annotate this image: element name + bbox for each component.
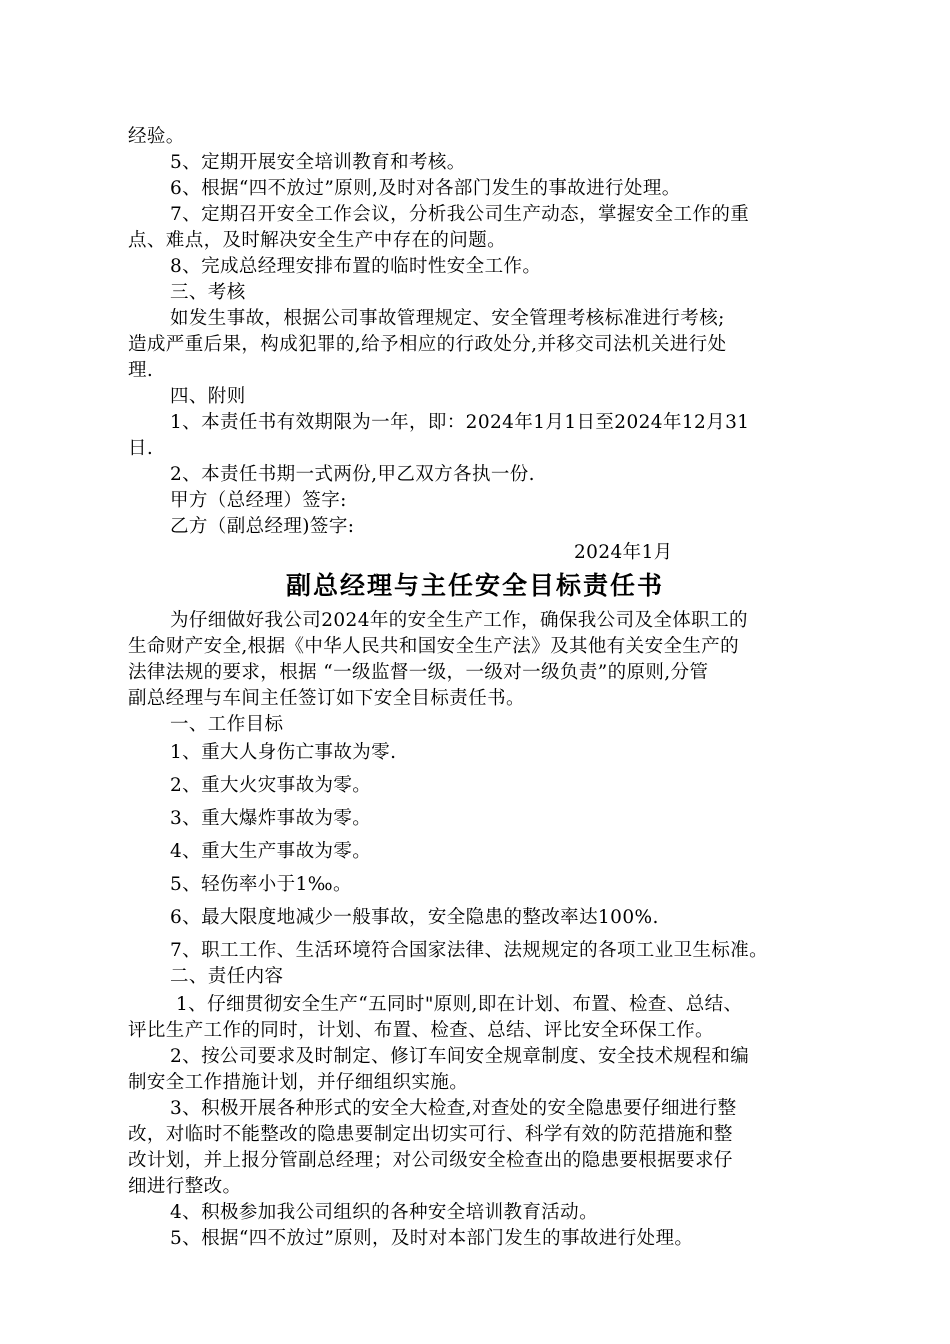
goal-item: 1、重大人身伤亡事故为零. [170, 742, 397, 763]
paragraph-line: 细进行整改。 [128, 1176, 242, 1197]
paragraph-line: 造成严重后果，构成犯罪的,给予相应的行政处分,并移交司法机关进行处 [128, 334, 727, 355]
signature-line-party-a: 甲方（总经理）签字: [170, 490, 347, 511]
paragraph-line: 日. [128, 438, 154, 459]
paragraph-line: 7、定期召开安全工作会议，分析我公司生产动态，掌握安全工作的重 [170, 204, 750, 225]
section-heading: 四、附则 [170, 386, 246, 407]
paragraph-line: 点、难点，及时解决安全生产中存在的问题。 [128, 230, 507, 251]
paragraph-line: 评比生产工作的同时，计划、布置、检查、总结、评比安全环保工作。 [128, 1020, 714, 1041]
section-heading: 三、考核 [170, 282, 246, 303]
paragraph-line: 4、积极参加我公司组织的各种安全培训教育活动。 [170, 1202, 598, 1223]
goal-item: 3、重大爆炸事故为零。 [170, 808, 372, 829]
section-heading: 一、工作目标 [170, 714, 284, 735]
document-title: 副总经理与主任安全目标责任书 [285, 571, 664, 600]
paragraph-line: 2、按公司要求及时制定、修订车间安全规章制度、安全技术规程和编 [170, 1046, 750, 1067]
paragraph-line: 1、本责任书有效期限为一年，即：2024年1月1日至2024年12月31 [170, 412, 750, 433]
paragraph-line: 8、完成总经理安排布置的临时性安全工作。 [170, 256, 542, 277]
paragraph-line: 改，对临时不能整改的隐患要制定出切实可行、科学有效的防范措施和整 [128, 1124, 733, 1145]
paragraph-line: 1、仔细贯彻安全生产“五同时"原则,即在计划、布置、检查、总结、 [176, 994, 743, 1015]
paragraph-line: 制安全工作措施计划，并仔细组织实施。 [128, 1072, 469, 1093]
paragraph-line: 经验。 [128, 126, 185, 147]
signature-date: 2024年1月 [574, 542, 673, 563]
paragraph-line: 5、根据“四不放过”原则，及时对本部门发生的事故进行处理。 [170, 1228, 694, 1249]
goal-item: 2、重大火灾事故为零。 [170, 775, 372, 796]
paragraph-line: 为仔细做好我公司2024年的安全生产工作，确保我公司及全体职工的 [170, 610, 748, 631]
section-heading: 二、责任内容 [170, 966, 284, 987]
goal-item: 6、最大限度地减少一般事故，安全隐患的整改率达100%. [170, 907, 659, 928]
paragraph-line: 法律法规的要求，根据 “一级监督一级，一级对一级负责”的原则,分管 [128, 662, 709, 683]
signature-line-party-b: 乙方（副总经理)签字: [170, 516, 355, 537]
paragraph-line: 副总经理与车间主任签订如下安全目标责任书。 [128, 688, 525, 709]
paragraph-line: 改计划，并上报分管副总经理；对公司级安全检查出的隐患要根据要求仔 [128, 1150, 733, 1171]
paragraph-line: 理. [128, 360, 154, 381]
paragraph-line: 生命财产安全,根据《中华人民共和国安全生产法》及其他有关安全生产的 [128, 636, 740, 657]
goal-item: 5、轻伤率小于1‰。 [170, 874, 352, 895]
goal-item: 7、职工工作、生活环境符合国家法律、法规规定的各项工业卫生标准。 [170, 940, 769, 961]
goal-item: 4、重大生产事故为零。 [170, 841, 372, 862]
paragraph-line: 6、根据“四不放过”原则,及时对各部门发生的事故进行处理。 [170, 178, 681, 199]
paragraph-line: 2、本责任书期一式两份,甲乙双方各执一份. [170, 464, 535, 485]
paragraph-line: 如发生事故，根据公司事故管理规定、安全管理考核标准进行考核; [170, 308, 725, 329]
paragraph-line: 5、定期开展安全培训教育和考核。 [170, 152, 466, 173]
paragraph-line: 3、积极开展各种形式的安全大检查,对查处的安全隐患要仔细进行整 [170, 1098, 737, 1119]
